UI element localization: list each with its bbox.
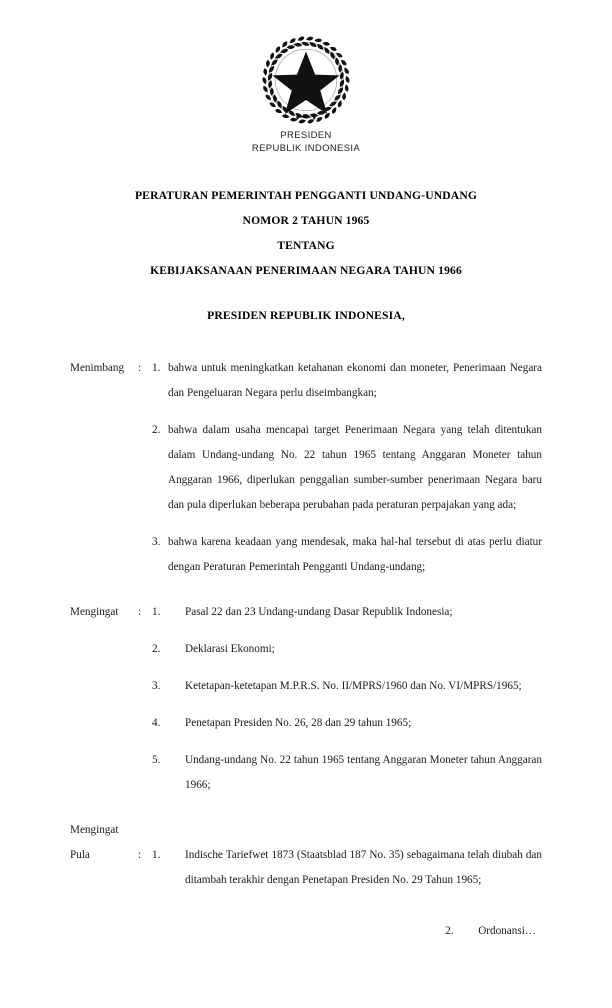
clause-row bbox=[70, 748, 542, 798]
section-label-mengingat-pula-line1: Mengingat bbox=[70, 824, 119, 836]
continuation-number: 2. bbox=[445, 925, 454, 937]
spacer bbox=[70, 662, 542, 674]
clause-number: 1. bbox=[152, 606, 161, 618]
continuation-row bbox=[70, 919, 542, 944]
spacer bbox=[70, 736, 542, 748]
clause-text: Penetapan Presiden No. 26, 28 dan 29 tahun 1965; bbox=[185, 717, 412, 729]
clause-row bbox=[70, 637, 542, 662]
clause-row bbox=[70, 711, 542, 736]
clause-text: Pasal 22 dan 23 Undang-undang Dasar Republik Indonesia; bbox=[185, 606, 453, 618]
clause-row bbox=[70, 356, 542, 406]
clause-number: 2. bbox=[152, 643, 161, 655]
document-body bbox=[0, 356, 612, 944]
letterhead bbox=[0, 0, 612, 155]
spacer bbox=[70, 699, 542, 711]
clause-number: 2. bbox=[152, 424, 161, 436]
clause-text: bahwa dalam usaha mencapai target Penerimaan Negara yang telah ditentukan dalam Undang-undang No. 22 tahun 1965 tentang Anggaran Moneter tahun Anggaran 1966, diperlukan penggalian sumber-sumber penerimaan Negara baru dan pula diperlukan beberapa perubahan pada peraturan perpajakan yang ada; bbox=[168, 424, 542, 511]
letterhead-line-presiden: PRESIDEN bbox=[280, 130, 332, 141]
garuda-star-wreath-emblem bbox=[260, 34, 352, 126]
clause-number: 3. bbox=[152, 536, 161, 548]
section-colon: : bbox=[138, 606, 142, 618]
clause-row bbox=[70, 418, 542, 518]
spacer bbox=[70, 625, 542, 637]
section-label-mengingat: Mengingat bbox=[70, 606, 119, 618]
clause-text: Indische Tariefwet 1873 (Staatsblad 187 No. 35) sebagaimana telah diubah dan ditambah terakhir dengan Penetapan Presiden No. 29 Tahun 1965; bbox=[185, 849, 542, 886]
section-label-mengingat-pula-line2: Pula bbox=[70, 849, 90, 861]
spacer bbox=[70, 518, 542, 530]
clause-number: 1. bbox=[152, 362, 161, 374]
stacked-label-row bbox=[70, 818, 542, 843]
letterhead-line-republik-indonesia: REPUBLIK INDONESIA bbox=[251, 142, 361, 154]
spacer bbox=[70, 919, 445, 944]
clause-text: bahwa karena keadaan yang mendesak, maka hal-hal tersebut di atas perlu diatur dengan Peraturan Pemerintah Pengganti Undang-undang; bbox=[168, 536, 542, 573]
clause-number: 5. bbox=[152, 754, 161, 766]
clause-row bbox=[70, 674, 542, 699]
section-colon: : bbox=[138, 362, 142, 374]
clause-number: 1. bbox=[152, 849, 161, 861]
title-line-regulation-type: PERATURAN PEMERINTAH PENGGANTI UNDANG-UNDANG bbox=[134, 189, 478, 202]
clause-number: 3. bbox=[152, 680, 161, 692]
section-mengingat bbox=[70, 600, 542, 798]
clause-number: 4. bbox=[152, 717, 161, 729]
clause-text: bahwa untuk meningkatkan ketahanan ekonomi dan moneter, Penerimaan Negara dan Pengeluaran Negara perlu diseimbangkan; bbox=[168, 362, 542, 399]
letterhead-text bbox=[0, 130, 612, 155]
clause-text: Deklarasi Ekonomi; bbox=[185, 643, 275, 655]
section-colon: : bbox=[138, 849, 142, 861]
clause-text: Ketetapan-ketetapan M.P.R.S. No. II/MPRS/1960 dan No. VI/MPRS/1965; bbox=[185, 680, 522, 692]
section-menimbang bbox=[70, 356, 542, 580]
spacer bbox=[70, 798, 542, 818]
continuation-text: Ordonansi… bbox=[478, 925, 536, 937]
title-line-number: NOMOR 2 TAHUN 1965 bbox=[242, 214, 370, 227]
preamble-heading: PRESIDEN REPUBLIK INDONESIA, bbox=[207, 309, 405, 322]
clause-text: Undang-undang No. 22 tahun 1965 tentang Anggaran Moneter tahun Anggaran 1966; bbox=[185, 754, 542, 791]
section-mengingat-pula bbox=[70, 818, 542, 944]
spacer bbox=[70, 580, 542, 600]
clause-row bbox=[70, 843, 542, 893]
clause-row bbox=[70, 530, 542, 580]
document-title bbox=[0, 183, 612, 283]
title-line-about: TENTANG bbox=[277, 239, 335, 252]
title-line-subject: KEBIJAKSANAAN PENERIMAAN NEGARA TAHUN 1966 bbox=[150, 264, 462, 277]
clause-row bbox=[70, 600, 542, 625]
spacer bbox=[70, 406, 542, 418]
section-label-menimbang: Menimbang bbox=[70, 362, 125, 374]
